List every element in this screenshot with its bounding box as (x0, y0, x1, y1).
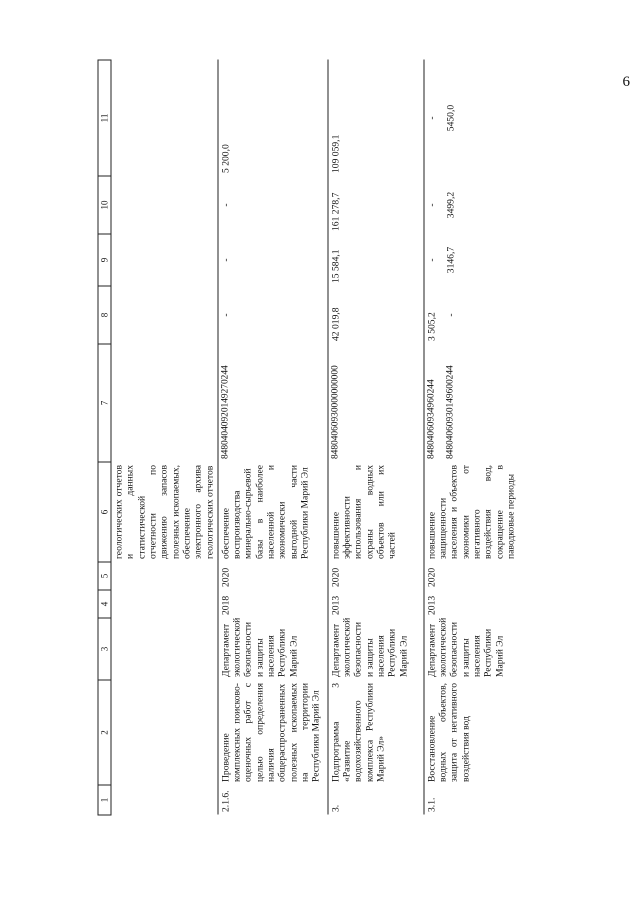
rotated-table-container (98, 61, 518, 816)
value-line-1: - (426, 116, 438, 120)
cell-2018: - (218, 286, 328, 344)
col-number: 7 (98, 344, 111, 462)
cell-2021: 109 059,1 (328, 60, 424, 176)
cell-start (111, 590, 218, 618)
cell-name: Подпрограмма 3 «Развитие водохозяйственного комплекса Республики Марий Эл» (328, 680, 424, 785)
cell-result: геологических отчетов и данных статистической отчетности по движению запасов полезных ископаемых, обеспечение электронного архива геологических отчетов (111, 462, 218, 562)
table-row (111, 60, 218, 815)
cell-2020: - (218, 176, 328, 234)
cell-id (111, 785, 218, 815)
col-number: 11 (98, 60, 111, 176)
cell-executor (111, 618, 218, 680)
col-number: 10 (98, 176, 111, 234)
cell-executor: Департамент экологической безопасности и защиты населения Республики Марий Эл (218, 618, 328, 680)
col-number: 8 (98, 286, 111, 344)
col-number: 6 (98, 462, 111, 562)
page-number: 6 (622, 74, 630, 90)
code-line-2: 84804060930149600244 (445, 365, 456, 459)
cell-2018 (424, 286, 534, 344)
cell-2021 (424, 60, 534, 176)
table-row (328, 60, 424, 815)
cell-name: Проведение комплексных поисково-оценочных работ с целью определения наличия общераспространенных полезных ископаемых на территории Республики Марий Эл (218, 680, 328, 785)
col-number: 4 (98, 590, 111, 618)
cell-executor: Департамент экологической безопасности и защиты населения Республики Марий Эл (328, 618, 424, 680)
cell-2021 (111, 60, 218, 176)
cell-start: 2013 (328, 590, 424, 618)
cell-2020 (111, 176, 218, 234)
cell-id: 3.1. (426, 797, 438, 812)
table-row (218, 60, 328, 815)
value-line-1: - (426, 203, 438, 207)
table-row (424, 60, 534, 815)
cell-2018: 42 019,8 (328, 286, 424, 344)
cell-result: обеспечение воспроизводства минерально-сырьевой базы в наиболее населенной и экономически выгодной части Республики Марий Эл (218, 462, 328, 562)
cell-2019 (111, 234, 218, 286)
cell-2019: 15 584,1 (328, 234, 424, 286)
cell-code (111, 344, 218, 462)
col-number: 1 (98, 785, 111, 815)
col-number: 5 (98, 562, 111, 590)
cell-result: повышение эффективности использования и охраны водных объектов или их частей (328, 462, 424, 562)
cell-id: 3. (328, 785, 424, 815)
cell-code (424, 344, 534, 462)
col-number: 9 (98, 234, 111, 286)
cell-executor: Департамент экологической безопасности и защиты населения Республики Марий Эл (426, 617, 506, 677)
cell-end: 2020 (426, 567, 438, 587)
cell-2020: 161 278,7 (328, 176, 424, 234)
cell-end: 2020 (328, 562, 424, 590)
value-line-1: - (426, 258, 438, 262)
value-line-2: 3146,7 (445, 246, 457, 274)
cell-2018 (111, 286, 218, 344)
value-line-1: 3 505,2 (426, 312, 438, 341)
cell-end (111, 562, 218, 590)
cell-start: 2013 (426, 595, 438, 615)
cell-result: повышение защищенности населения и объектов экономики от негативного воздействия вод, сокращение в паводковые периоды (426, 465, 517, 559)
col-number: 2 (98, 680, 111, 785)
cell-2021: 5 200,0 (218, 60, 328, 176)
value-line-2: 5450,0 (445, 104, 457, 132)
cell-2019: - (218, 234, 328, 286)
column-number-row (98, 60, 111, 815)
code-line-1: 84804060934960244 (426, 379, 437, 459)
cell-code: 84804040920149270244 (218, 344, 328, 462)
cell-name: Восстановление водных объектов, защита от негативного воздействия вод (426, 683, 472, 782)
value-line-2: 3499,2 (445, 191, 457, 219)
cell-2019 (424, 234, 534, 286)
program-table (98, 60, 534, 816)
col-number: 3 (98, 618, 111, 680)
cell-end: 2020 (218, 562, 328, 590)
cell-start: 2018 (218, 590, 328, 618)
cell-id: 2.1.6. (218, 785, 328, 815)
value-line-2: - (445, 313, 457, 317)
cell-code: 84804060930000000000 (328, 344, 424, 462)
cell-name (111, 680, 218, 785)
cell-2020 (424, 176, 534, 234)
